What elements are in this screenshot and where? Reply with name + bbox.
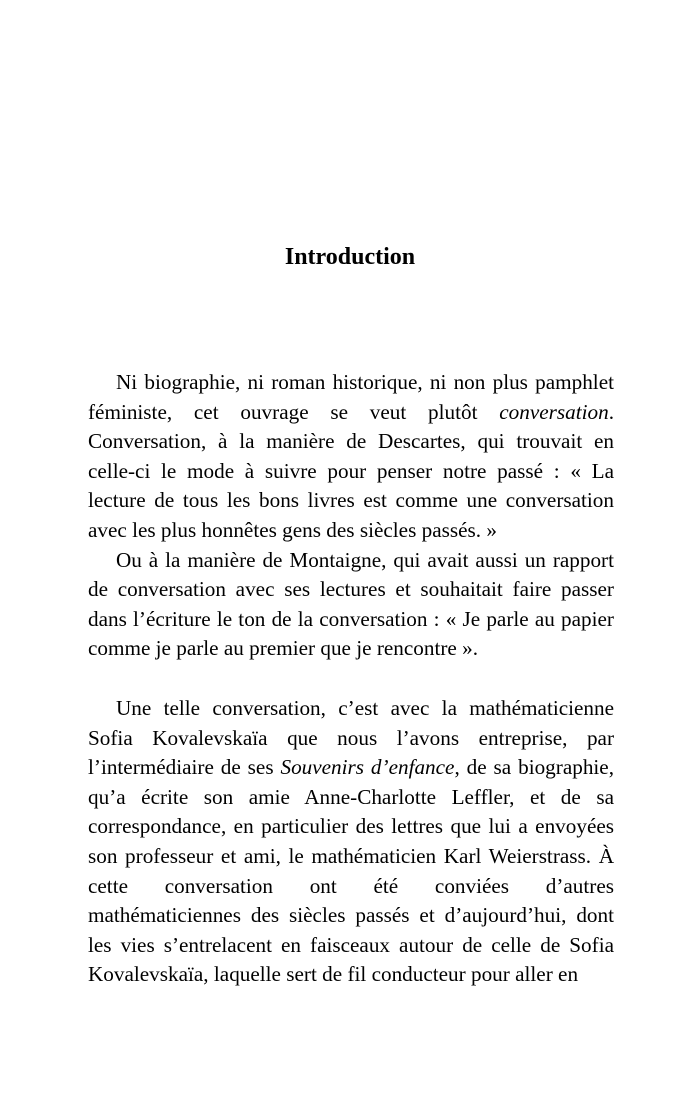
chapter-title: Introduction	[284, 244, 416, 270]
body-text	[88, 368, 614, 990]
paragraph-1-text-start: Ni biographie, ni roman historique, ni non plus pamphlet féministe, cet ouvrage se veut plutôt	[88, 370, 614, 424]
paragraph-1-italic: conversation	[499, 399, 609, 424]
paragraph-1-text-end: . Conversation, à la manière de Descartes, qui trouvait en celle-ci le mode à suivre pour penser notre passé : « La lecture de tous les bons livres est comme une conversation avec les plus honnêtes gens des siècles passés. »	[88, 399, 614, 542]
paragraph-2: Ou à la manière de Montaigne, qui avait aussi un rapport de conversation avec ses lectures et souhaitait faire passer dans l’écriture le ton de la conversation : « Je parle au papier comme je parle au premier que je rencontre ».	[88, 547, 614, 661]
paragraph-3-text-start: Une telle conversation, c’est avec la mathématicienne Sofia Kovalevskaïa que nous l’avons entreprise, par l’intermédiaire de ses	[88, 695, 614, 780]
paragraph-1	[88, 368, 614, 546]
paragraph-3-text-end: , de sa biographie, qu’a écrite son amie Anne-Charlotte Leffler, et de sa correspondance, en particulier des lettres que lui a envoyées son professeur et ami, le mathématicien Karl Weierstrass. À cette conversation ont été conviées d’autres mathématiciennes des siècles passés et d’aujourd’hui, dont les vies s’entrelacent en faisceaux autour de celle de Sofia Kovalevskaïa, laquelle sert de fil conducteur pour aller en	[88, 755, 615, 987]
paragraph-3-italic: Souvenirs d’enfance	[280, 755, 455, 780]
paragraph-3	[88, 694, 614, 990]
